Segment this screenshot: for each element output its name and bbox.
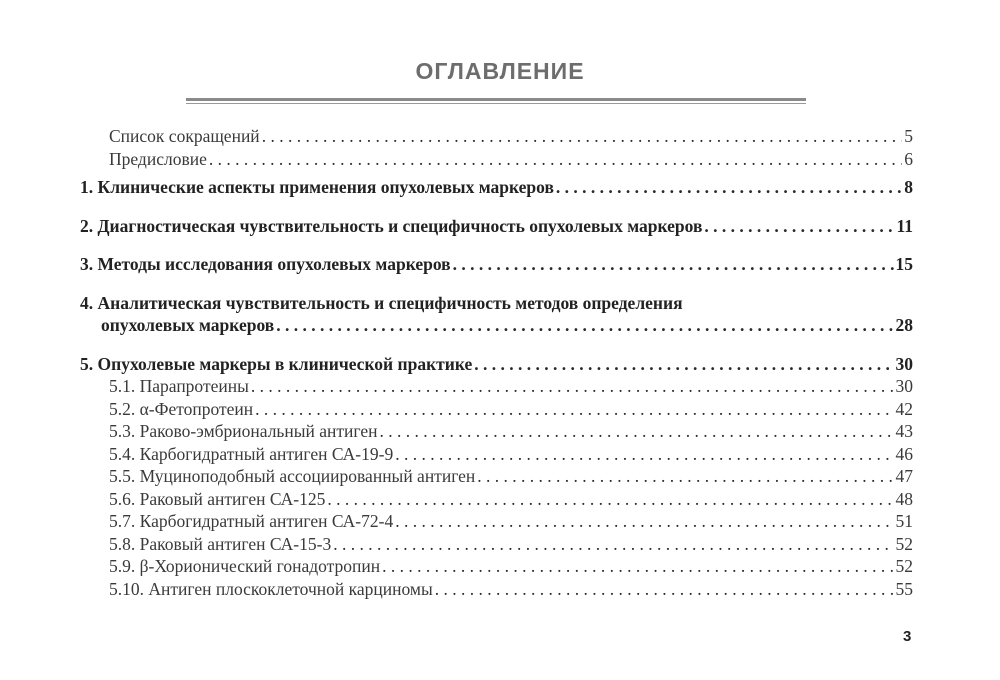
leader-dots [395, 443, 893, 466]
toc-entry-page: 8 [904, 177, 913, 197]
leader-dots [477, 465, 893, 488]
toc-entry-page: 55 [895, 578, 913, 599]
toc-entry-page: 48 [895, 488, 913, 509]
toc-entry[interactable] [80, 125, 913, 148]
title-underline-thin [186, 103, 806, 104]
toc-entry-label: 5.3. Раково-эмбриональный антиген [109, 421, 378, 441]
title-underline [186, 98, 806, 101]
toc-entry-page: 43 [895, 421, 913, 441]
toc-entry-page: 52 [895, 556, 913, 576]
toc-entry-page: 42 [895, 398, 913, 419]
toc-entry-label: 5.1. Парапротеины [109, 376, 249, 396]
toc-entry-label: 5.4. Карбогидратный антиген СА-19-9 [109, 443, 394, 464]
toc-entry-page: 28 [895, 315, 913, 335]
toc-section[interactable] [80, 465, 913, 488]
toc-entry-label-cont: опухолевых маркеров [101, 315, 275, 335]
toc-entry-label: 2. Диагностическая чувствительность и специфичность опухолевых маркеров [80, 215, 703, 236]
page-number: 3 [903, 628, 912, 645]
leader-dots [380, 420, 894, 443]
leader-dots [395, 510, 893, 533]
leader-dots [262, 125, 903, 148]
toc-section[interactable] [80, 443, 913, 466]
toc-entry-page: 6 [904, 148, 913, 169]
toc-entry-label: 5.7. Карбогидратный антиген СА-72-4 [109, 511, 394, 531]
toc-section[interactable] [80, 420, 913, 443]
toc-entry-page: 5 [904, 126, 913, 146]
toc-entry[interactable] [80, 148, 913, 171]
toc-entry-label: 5.6. Раковый антиген СА-125 [109, 488, 326, 509]
toc-entry-label: 5.5. Муциноподобный ассоциированный антиген [109, 466, 476, 486]
toc-entry-label: Список сокращений [109, 126, 260, 146]
leader-dots [276, 314, 893, 337]
toc-section[interactable] [80, 510, 913, 533]
leader-dots [453, 253, 894, 276]
toc-entry-label: 1. Клинические аспекты применения опухолевых маркеров [80, 177, 554, 197]
toc-entry-page: 11 [896, 215, 913, 236]
toc-entry-page: 51 [895, 511, 913, 531]
toc-entry-page: 46 [895, 443, 913, 464]
toc-entry-page: 30 [895, 376, 913, 396]
leader-dots [327, 488, 893, 511]
toc-entry-label: 5. Опухолевые маркеры в клинической практике [80, 353, 473, 374]
toc-chapter-2[interactable] [80, 215, 913, 238]
leader-dots [382, 555, 893, 578]
leader-dots [704, 215, 894, 238]
toc-chapter-5[interactable] [80, 353, 913, 376]
leader-dots [474, 353, 893, 376]
toc-entry-label: Предисловие [109, 148, 207, 169]
toc-section[interactable] [80, 398, 913, 421]
toc-section[interactable] [80, 375, 913, 398]
toc-section[interactable] [80, 578, 913, 601]
toc-entry-page: 15 [895, 254, 913, 274]
table-of-contents [80, 125, 913, 600]
toc-section[interactable] [80, 488, 913, 511]
leader-dots [251, 375, 894, 398]
leader-dots [333, 533, 893, 556]
toc-entry-label: 4. Аналитическая чувствительность и специфичность методов определения [80, 292, 683, 313]
toc-entry-label: 5.9. β-Хорионический гонадотропин [109, 556, 381, 576]
leader-dots [435, 578, 894, 601]
toc-entry-label: 5.10. Антиген плоскоклеточной карциномы [109, 578, 433, 599]
page-title: ОГЛАВЛЕНИЕ [415, 58, 585, 84]
toc-section[interactable] [80, 555, 913, 578]
leader-dots [209, 148, 902, 171]
toc-entry-page: 30 [895, 353, 913, 374]
toc-chapter-1[interactable] [80, 176, 913, 199]
leader-dots [556, 176, 902, 199]
toc-entry-page: 52 [895, 533, 913, 554]
toc-entry-label: 5.8. Раковый антиген СА-15-3 [109, 533, 332, 554]
leader-dots [255, 398, 893, 421]
toc-entry-page: 47 [895, 466, 913, 486]
toc-entry-label: 5.2. α-Фетопротеин [109, 398, 254, 419]
toc-chapter-4[interactable] [80, 292, 913, 337]
toc-chapter-3[interactable] [80, 253, 913, 276]
toc-entry-label: 3. Методы исследования опухолевых маркеров [80, 254, 451, 274]
toc-section[interactable] [80, 533, 913, 556]
